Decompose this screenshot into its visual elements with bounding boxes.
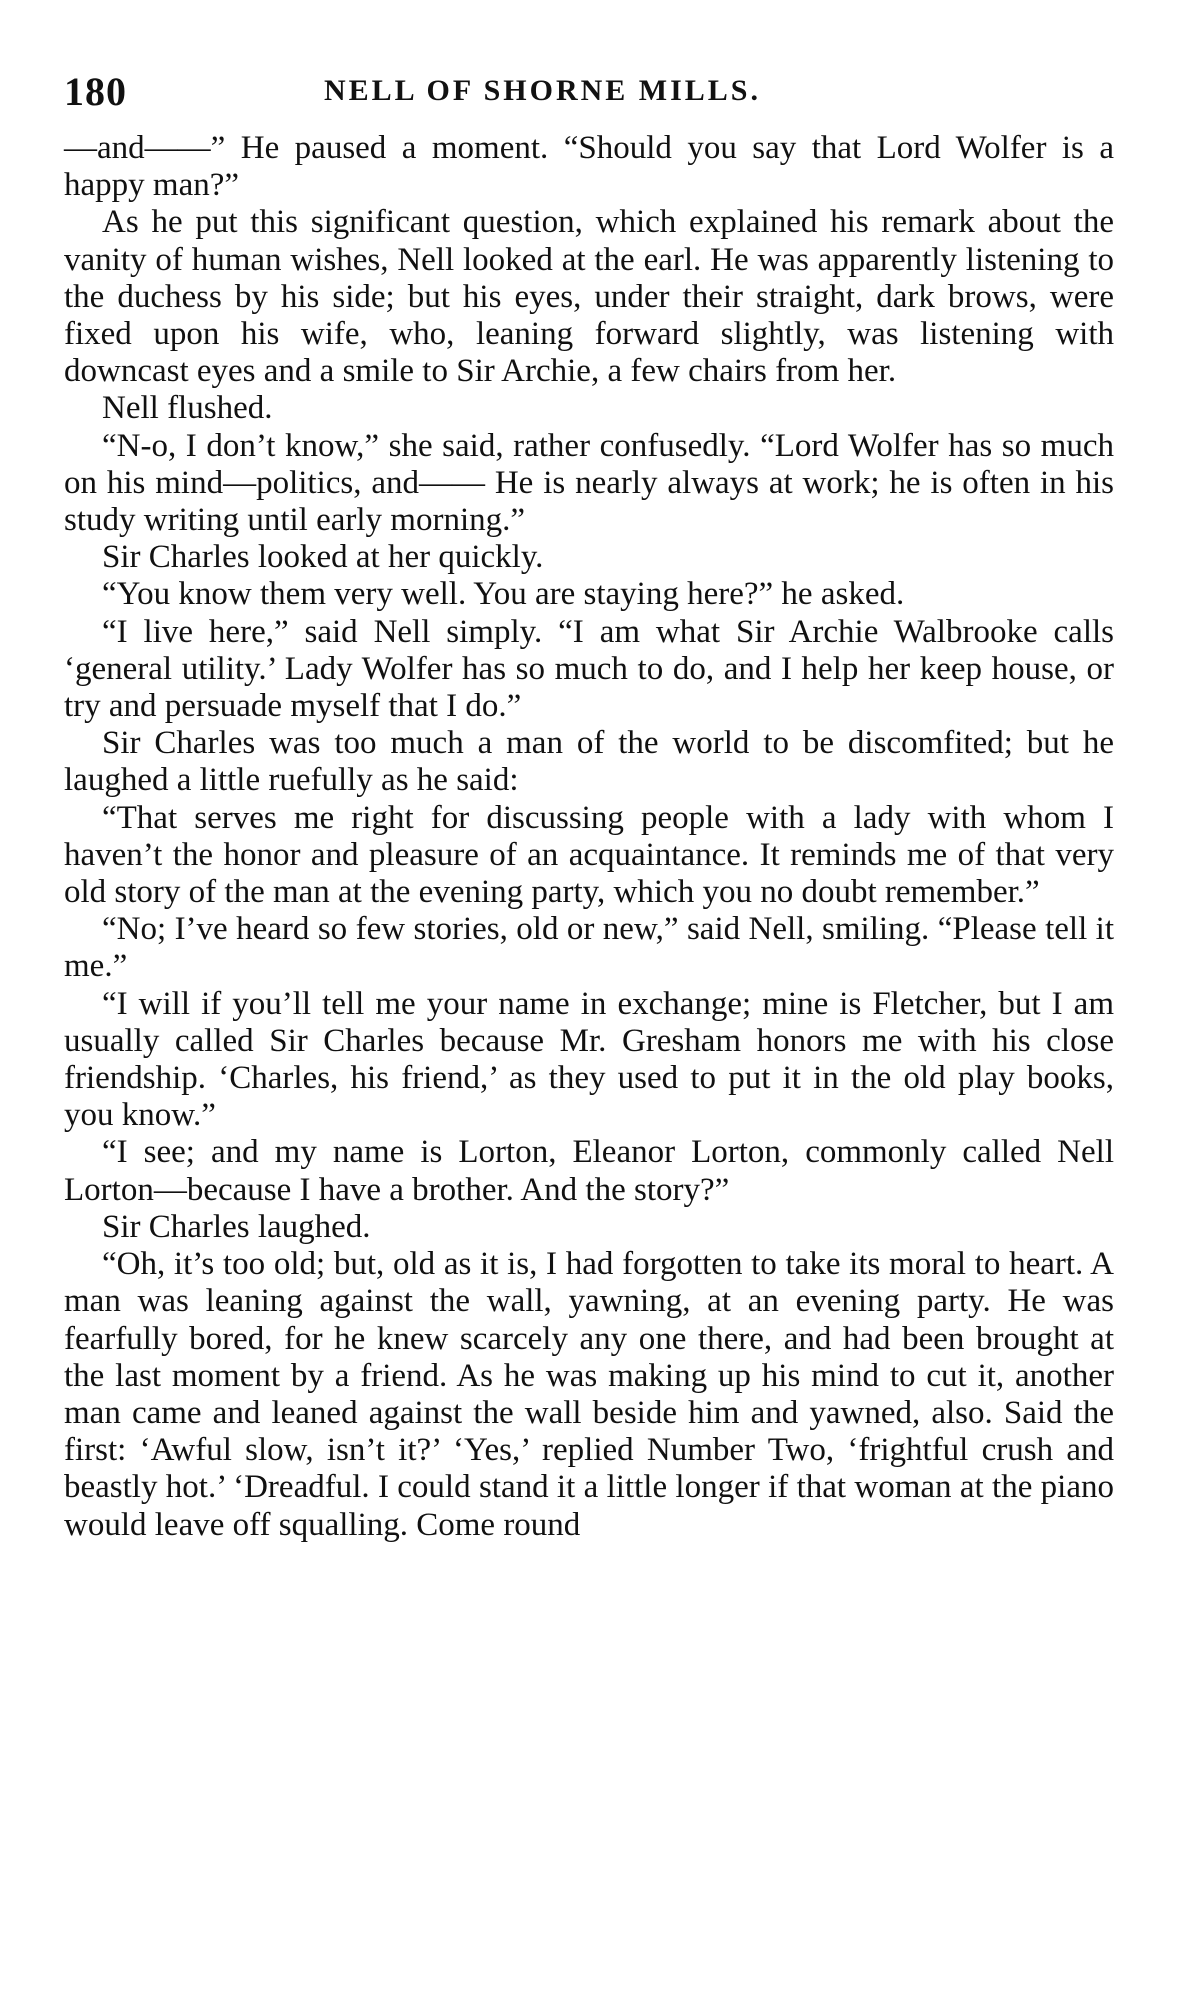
page-header <box>64 68 1114 116</box>
paragraph: As he put this significant question, which explained his remark about the vanity of human wishes, Nell looked at the earl. He was apparently listening to the duchess by his side; but his eyes, under their straight, dark brows, were fixed upon his wife, who, leaning forward slightly, was listening with downcast eyes and a smile to Sir Archie, a few chairs from her. <box>64 204 1114 390</box>
paragraph: “No; I’ve heard so few stories, old or new,” said Nell, smiling. “Please tell it me.” <box>64 911 1114 985</box>
paragraph: Sir Charles looked at her quickly. <box>102 539 544 576</box>
paragraph: “I see; and my name is Lorton, Eleanor Lorton, commonly called Nell Lorton—because I have a brother. And the story?” <box>64 1134 1114 1208</box>
paragraph: Sir Charles was too much a man of the world to be discomfited; but he laughed a little ruefully as he said: <box>64 725 1114 799</box>
paragraph: —and——” He paused a moment. “Should you say that Lord Wolfer is a happy man?” <box>64 130 1114 204</box>
paragraph: “That serves me right for discussing people with a lady with whom I haven’t the honor and pleasure of an acquaintance. It reminds me of that very old story of the man at the evening party, which you no doubt remember.” <box>64 799 1114 911</box>
paragraph: Nell flushed. <box>102 390 273 427</box>
paragraph: “You know them very well. You are staying here?” he asked. <box>102 576 905 613</box>
paragraph: “I live here,” said Nell simply. “I am what Sir Archie Walbrooke calls ‘general utility.’ Lady Wolfer has so much to do, and I help her keep house, or try and persuade myself that I do.” <box>64 613 1114 725</box>
page-number: 180 <box>64 69 127 114</box>
paragraph: “N-o, I don’t know,” she said, rather confusedly. “Lord Wolfer has so much on his mind—politics, and—— He is nearly always at work; he is often in his study writing until early morning.” <box>64 427 1114 539</box>
running-title: NELL OF SHORNE MILLS. <box>324 74 761 107</box>
body-text <box>64 130 1114 1544</box>
paragraph: “I will if you’ll tell me your name in exchange; mine is Fletcher, but I am usually called Sir Charles because Mr. Gresham honors me with his close friendship. ‘Charles, his friend,’ as they used to put it in the old play books, you know.” <box>64 985 1114 1134</box>
book-page <box>64 68 1114 1544</box>
paragraph: Sir Charles laughed. <box>102 1208 371 1245</box>
paragraph: “Oh, it’s too old; but, old as it is, I had forgotten to take its moral to heart. A man was leaning against the wall, yawning, at an evening party. He was fearfully bored, for he knew scarcely any one there, and had been brought at the last moment by a friend. As he was making up his mind to cut it, another man came and leaned against the wall beside him and yawned, also. Said the first: ‘Awful slow, isn’t it?’ ‘Yes,’ replied Number Two, ‘frightful crush and beastly hot.’ ‘Dreadful. I could stand it a little longer if that woman at the piano would leave off squalling. Come round <box>64 1246 1114 1543</box>
